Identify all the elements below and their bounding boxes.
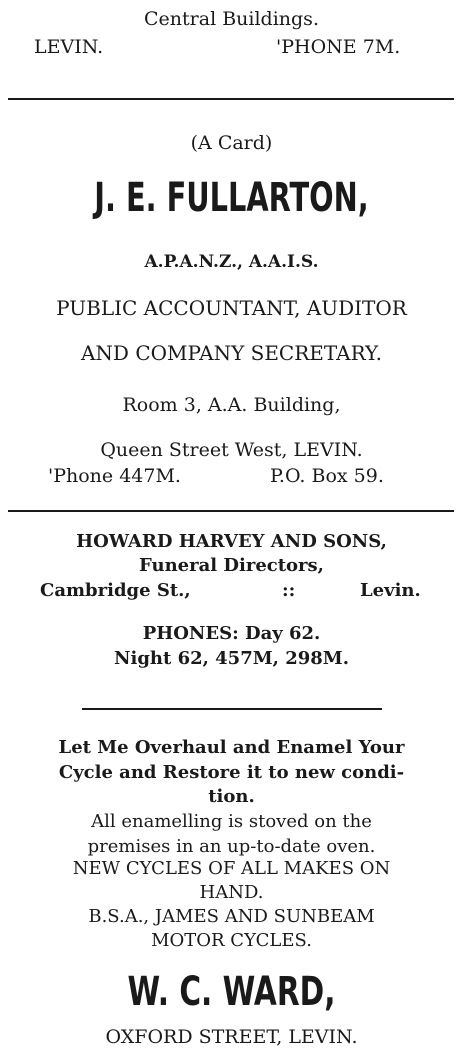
- fullarton-address-line1: Room 3, A.A. Building,: [122, 394, 341, 416]
- ward-body-line3: NEW CYCLES OF ALL MAKES ON: [72, 858, 391, 879]
- rule-2: [8, 510, 454, 512]
- ward-headline-line3: tion.: [208, 786, 255, 807]
- ward-headline-line2: Cycle and Restore it to new condi-: [58, 762, 405, 783]
- ward-body-line6: MOTOR CYCLES.: [151, 930, 312, 951]
- header-town: LEVIN.: [34, 36, 104, 58]
- ward-headline-line1: Let Me Overhaul and Enamel Your: [58, 737, 405, 758]
- rule-1: [8, 98, 454, 100]
- harvey-separator: ::: [282, 580, 296, 601]
- harvey-town: Levin.: [360, 580, 421, 601]
- harvey-phones-day: PHONES: Day 62.: [142, 623, 321, 644]
- harvey-phones-night: Night 62, 457M, 298M.: [114, 648, 349, 669]
- ward-body-line2: premises in an up-to-date oven.: [87, 836, 376, 857]
- header-building: Central Buildings.: [144, 8, 319, 30]
- ward-address: OXFORD STREET, LEVIN.: [105, 1026, 358, 1048]
- fullarton-title-line1: PUBLIC ACCOUNTANT, AUDITOR: [56, 296, 407, 320]
- harvey-name: HOWARD HARVEY AND SONS,: [76, 531, 387, 552]
- fullarton-title-line2: AND COMPANY SECRETARY.: [80, 341, 382, 365]
- header-phone: 'PHONE 7M.: [276, 36, 401, 58]
- fullarton-name: J. E. FULLARTON,: [94, 175, 369, 221]
- ward-body-line1: All enamelling is stoved on the: [91, 811, 372, 832]
- harvey-street: Cambridge St.,: [40, 580, 191, 601]
- fullarton-credentials: A.P.A.N.Z., A.A.I.S.: [144, 252, 319, 272]
- fullarton-address-line2: Queen Street West, LEVIN.: [100, 439, 363, 461]
- rule-3: [82, 708, 382, 710]
- fullarton-card-label: (A Card): [190, 132, 273, 154]
- ward-body-line5: B.S.A., JAMES AND SUNBEAM: [88, 906, 375, 927]
- ward-body-line4: HAND.: [199, 882, 264, 903]
- ward-name: W. C. WARD,: [127, 969, 336, 1015]
- fullarton-phone: 'Phone 447M.: [48, 465, 181, 487]
- fullarton-po-box: P.O. Box 59.: [270, 465, 384, 487]
- harvey-trade: Funeral Directors,: [139, 555, 324, 576]
